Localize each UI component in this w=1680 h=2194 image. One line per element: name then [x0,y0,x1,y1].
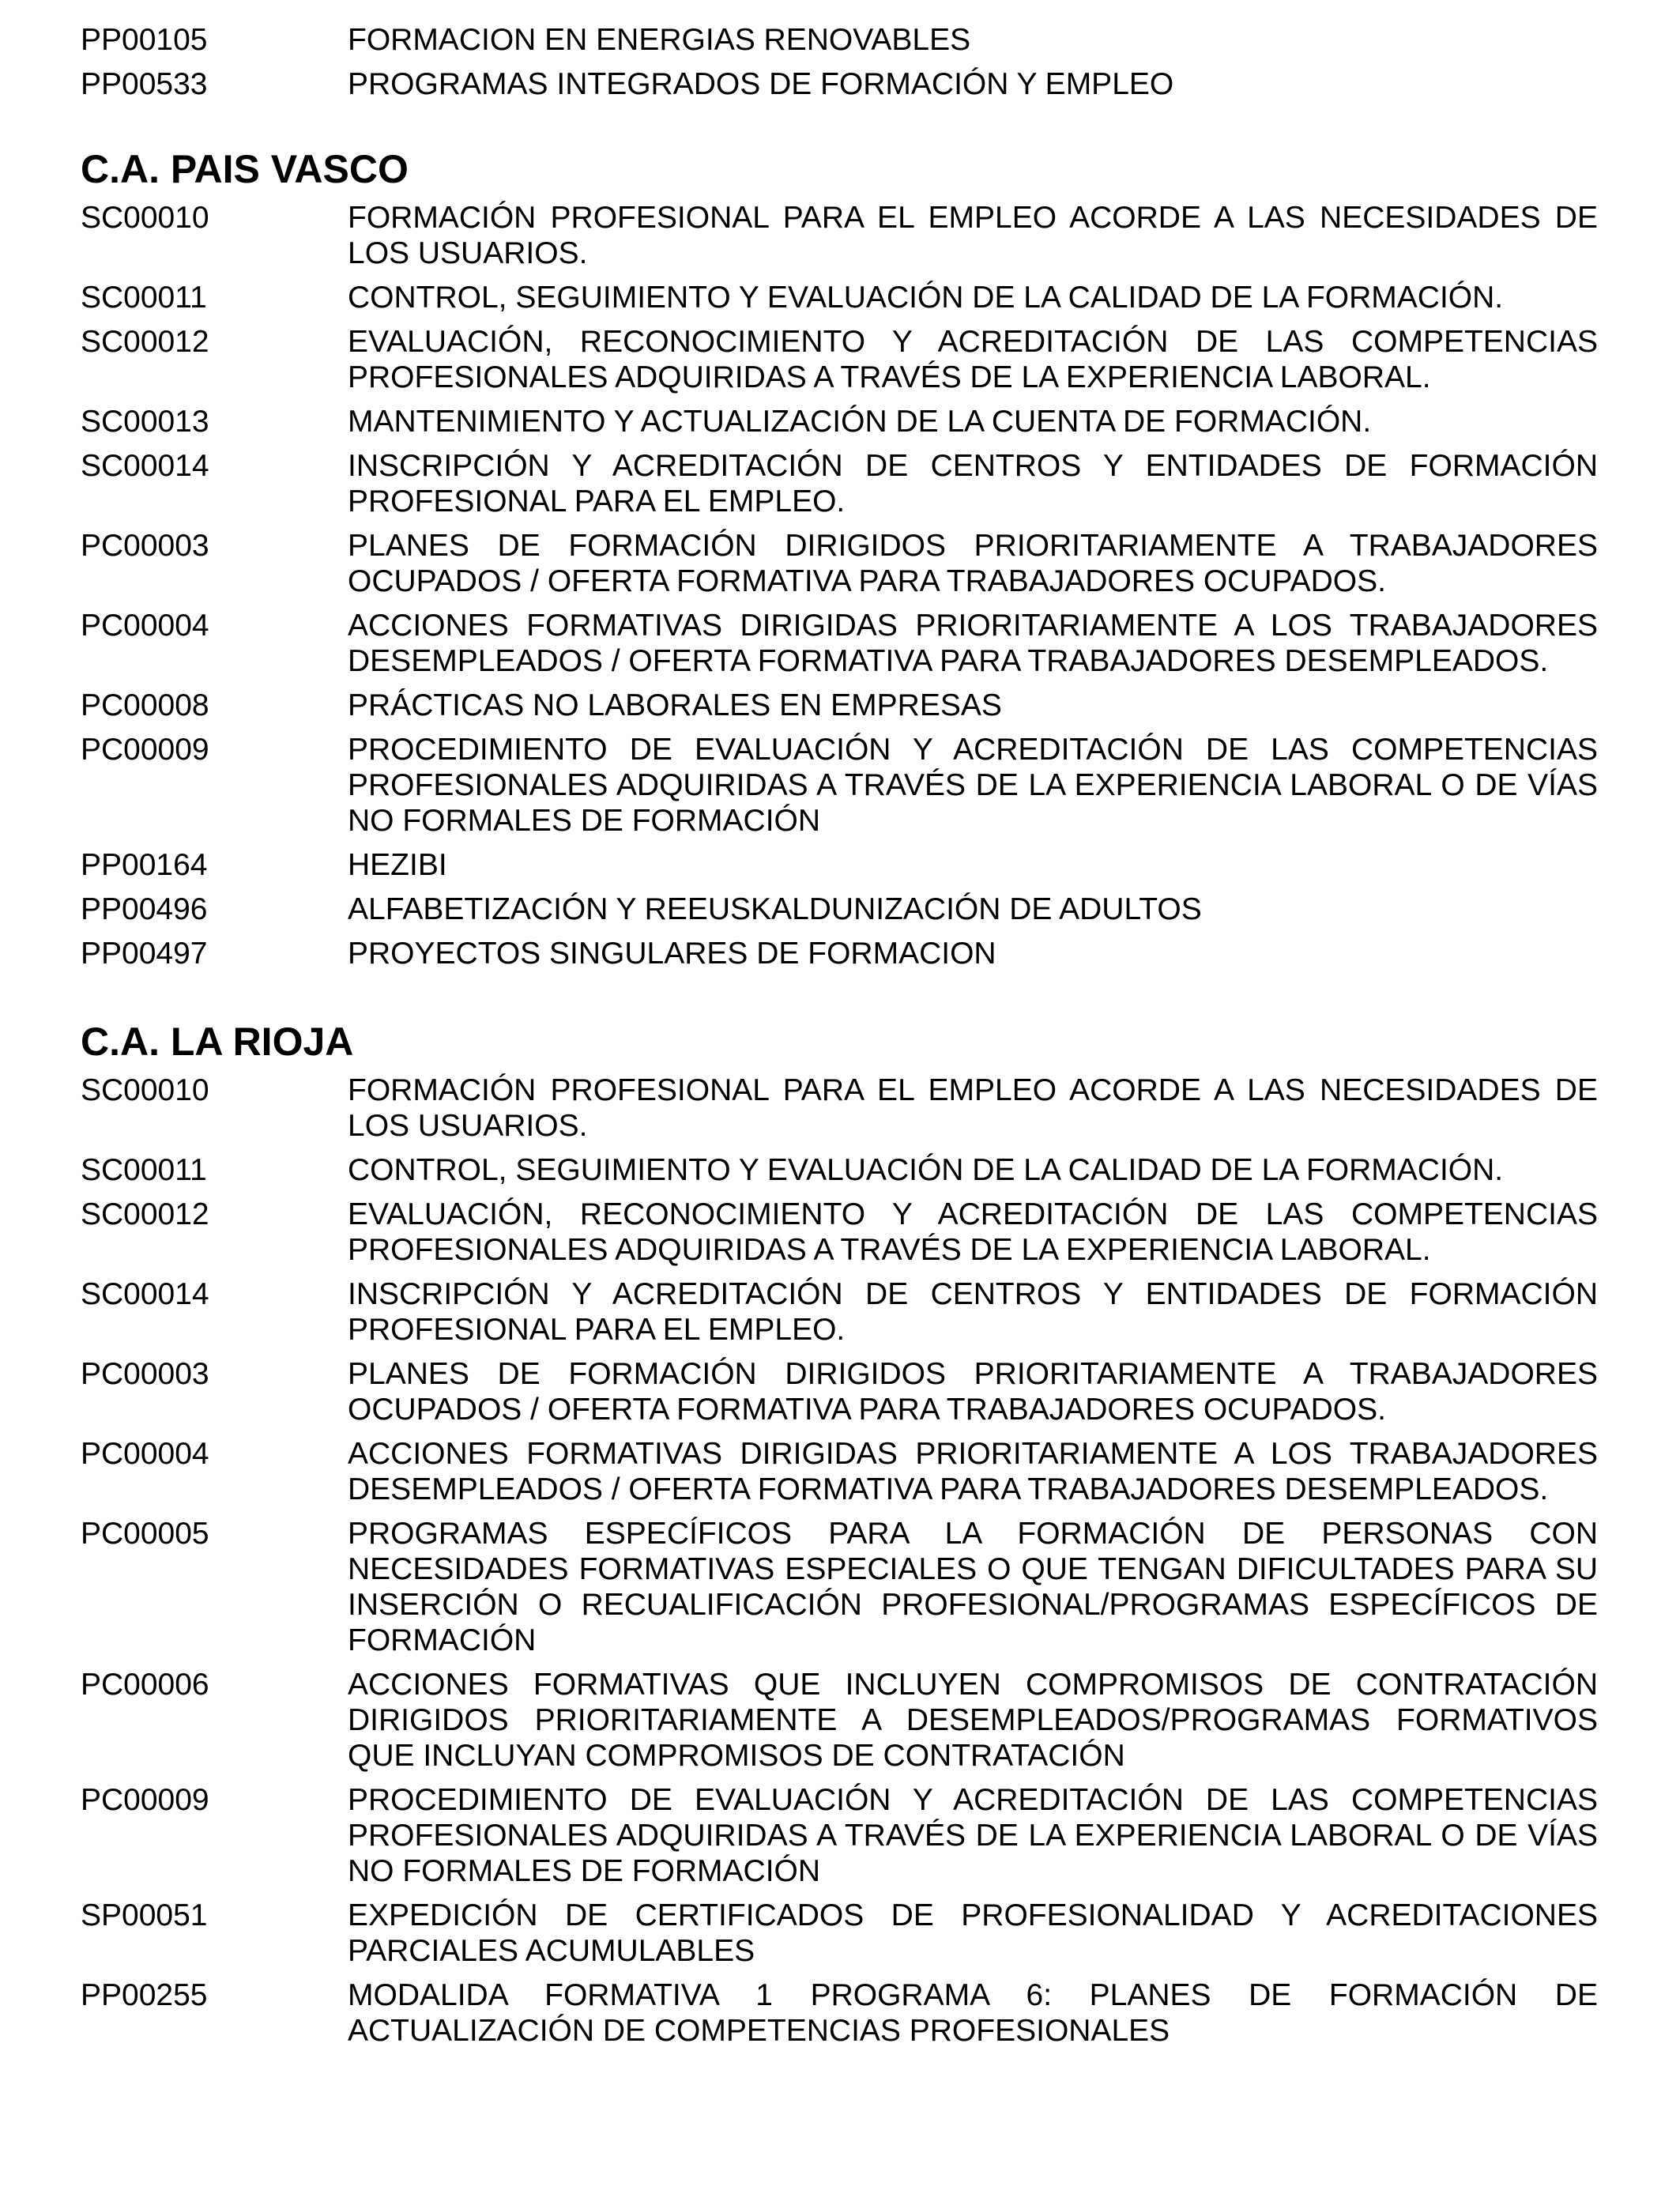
program-description: EVALUACIÓN, RECONOCIMIENTO Y ACREDITACIÓN DE LAS COMPETENCIAS PROFESIONALES ADQUIRIDAS A TRAVÉS DE LA EXPERIENCIA LABORAL. [348,1197,1598,1267]
program-description: PROCEDIMIENTO DE EVALUACIÓN Y ACREDITACIÓN DE LAS COMPETENCIAS PROFESIONALES ADQUIRIDAS A TRAVÉS DE LA EXPERIENCIA LABORAL O DE VÍAS NO FORMALES DE FORMACIÓN [348,733,1598,838]
code-row [81,608,1598,679]
code-row [81,448,1598,519]
program-description: PLANES DE FORMACIÓN DIRIGIDOS PRIORITARIAMENTE A TRABAJADORES OCUPADOS / OFERTA FORMATIVA PARA TRABAJADORES OCUPADOS. [348,529,1598,598]
program-code: SC00012 [81,325,209,359]
program-code: PC00004 [81,1437,209,1471]
continued-code-list [81,22,1598,111]
program-description: ACCIONES FORMATIVAS DIRIGIDAS PRIORITARIAMENTE A LOS TRABAJADORES DESEMPLEADOS / OFERTA FORMATIVA PARA TRABAJADORES DESEMPLEADOS. [348,609,1598,678]
program-code: SC00010 [81,201,209,235]
code-row [81,528,1598,599]
section-heading: C.A. LA RIOJA [81,1020,354,1064]
program-code: SC00013 [81,405,209,439]
code-row [81,280,1598,315]
program-code: PP00533 [81,67,208,101]
program-description: CONTROL, SEGUIMIENTO Y EVALUACIÓN DE LA CALIDAD DE LA FORMACIÓN. [348,1153,1504,1187]
program-code: SC00014 [81,1277,209,1311]
program-description: MODALIDA FORMATIVA 1 PROGRAMA 6: PLANES DE FORMACIÓN DE ACTUALIZACIÓN DE COMPETENCIAS PROFESIONALES [348,1978,1598,2048]
code-row [81,688,1598,723]
program-code: PC00008 [81,688,209,722]
program-description: FORMACION EN ENERGIAS RENOVABLES [348,23,971,57]
program-code: SP00051 [81,1898,208,1932]
program-description: PLANES DE FORMACIÓN DIRIGIDOS PRIORITARIAMENTE A TRABAJADORES OCUPADOS / OFERTA FORMATIVA PARA TRABAJADORES OCUPADOS. [348,1357,1598,1427]
code-row [81,1276,1598,1348]
program-code: SC00014 [81,449,209,483]
program-code: SC00010 [81,1073,209,1107]
code-row [81,66,1598,102]
code-row [81,324,1598,395]
program-code: PC00003 [81,529,209,563]
program-code: PP00105 [81,23,208,57]
program-code: SC00011 [81,1153,207,1187]
program-description: ACCIONES FORMATIVAS DIRIGIDAS PRIORITARIAMENTE A LOS TRABAJADORES DESEMPLEADOS / OFERTA FORMATIVA PARA TRABAJADORES DESEMPLEADOS. [348,1437,1598,1506]
program-code: PC00004 [81,609,209,643]
program-description: MANTENIMIENTO Y ACTUALIZACIÓN DE LA CUENTA DE FORMACIÓN. [348,405,1372,439]
code-row [81,1072,1598,1144]
code-row [81,1197,1598,1268]
program-code: PC00009 [81,733,209,767]
program-code: PC00006 [81,1668,209,1702]
program-code: PP00497 [81,937,208,971]
program-code: PP00164 [81,848,208,882]
program-code: PC00005 [81,1517,209,1551]
program-description: ALFABETIZACIÓN Y REEUSKALDUNIZACIÓN DE ADULTOS [348,892,1202,926]
code-row [81,1356,1598,1427]
program-code: PC00003 [81,1357,209,1391]
program-description: ACCIONES FORMATIVAS QUE INCLUYEN COMPROMISOS DE CONTRATACIÓN DIRIGIDOS PRIORITARIAMENTE A DESEMPLEADOS/PROGRAMAS FORMATIVOS QUE INCLUYAN COMPROMISOS DE CONTRATACIÓN [348,1668,1598,1773]
program-code: PC00009 [81,1783,209,1817]
program-code: SC00012 [81,1197,209,1231]
program-description: CONTROL, SEGUIMIENTO Y EVALUACIÓN DE LA CALIDAD DE LA FORMACIÓN. [348,281,1504,315]
code-row [81,200,1598,271]
code-row [81,1152,1598,1188]
program-description: FORMACIÓN PROFESIONAL PARA EL EMPLEO ACORDE A LAS NECESIDADES DE LOS USUARIOS. [348,1073,1598,1143]
program-description: PROGRAMAS ESPECÍFICOS PARA LA FORMACIÓN DE PERSONAS CON NECESIDADES FORMATIVAS ESPECIALES O QUE TENGAN DIFICULTADES PARA SU INSERCIÓN O RECUALIFICACIÓN PROFESIONAL/PROGRAMAS ESPECÍFICOS DE FORMACIÓN [348,1517,1598,1657]
section-la-rioja [81,1018,1598,2057]
program-code: SC00011 [81,281,207,315]
program-description: PROYECTOS SINGULARES DE FORMACION [348,937,996,971]
code-row [81,892,1598,927]
program-description: EVALUACIÓN, RECONOCIMIENTO Y ACREDITACIÓN DE LAS COMPETENCIAS PROFESIONALES ADQUIRIDAS A TRAVÉS DE LA EXPERIENCIA LABORAL. [348,325,1598,394]
code-row [81,1436,1598,1507]
code-row [81,732,1598,839]
section-pais-vasco [81,145,1598,980]
program-description: HEZIBI [348,848,447,882]
code-row [81,1898,1598,1969]
code-row [81,936,1598,971]
program-description: PRÁCTICAS NO LABORALES EN EMPRESAS [348,688,1002,722]
program-description: INSCRIPCIÓN Y ACREDITACIÓN DE CENTROS Y ENTIDADES DE FORMACIÓN PROFESIONAL PARA EL EMPLEO. [348,1277,1598,1347]
program-code: PP00255 [81,1978,208,2012]
program-description: PROGRAMAS INTEGRADOS DE FORMACIÓN Y EMPLEO [348,67,1174,101]
code-row [81,22,1598,58]
program-code: PP00496 [81,892,208,926]
program-description: EXPEDICIÓN DE CERTIFICADOS DE PROFESIONALIDAD Y ACREDITACIONES PARCIALES ACUMULABLES [348,1898,1598,1968]
code-row [81,404,1598,439]
code-row [81,847,1598,883]
code-row [81,1667,1598,1774]
code-row [81,1977,1598,2049]
code-row [81,1516,1598,1658]
program-description: FORMACIÓN PROFESIONAL PARA EL EMPLEO ACORDE A LAS NECESIDADES DE LOS USUARIOS. [348,201,1598,270]
section-heading: C.A. PAIS VASCO [81,147,409,191]
code-row [81,1782,1598,1889]
program-description: PROCEDIMIENTO DE EVALUACIÓN Y ACREDITACIÓN DE LAS COMPETENCIAS PROFESIONALES ADQUIRIDAS A TRAVÉS DE LA EXPERIENCIA LABORAL O DE VÍAS NO FORMALES DE FORMACIÓN [348,1783,1598,1888]
program-description: INSCRIPCIÓN Y ACREDITACIÓN DE CENTROS Y ENTIDADES DE FORMACIÓN PROFESIONAL PARA EL EMPLEO. [348,449,1598,518]
